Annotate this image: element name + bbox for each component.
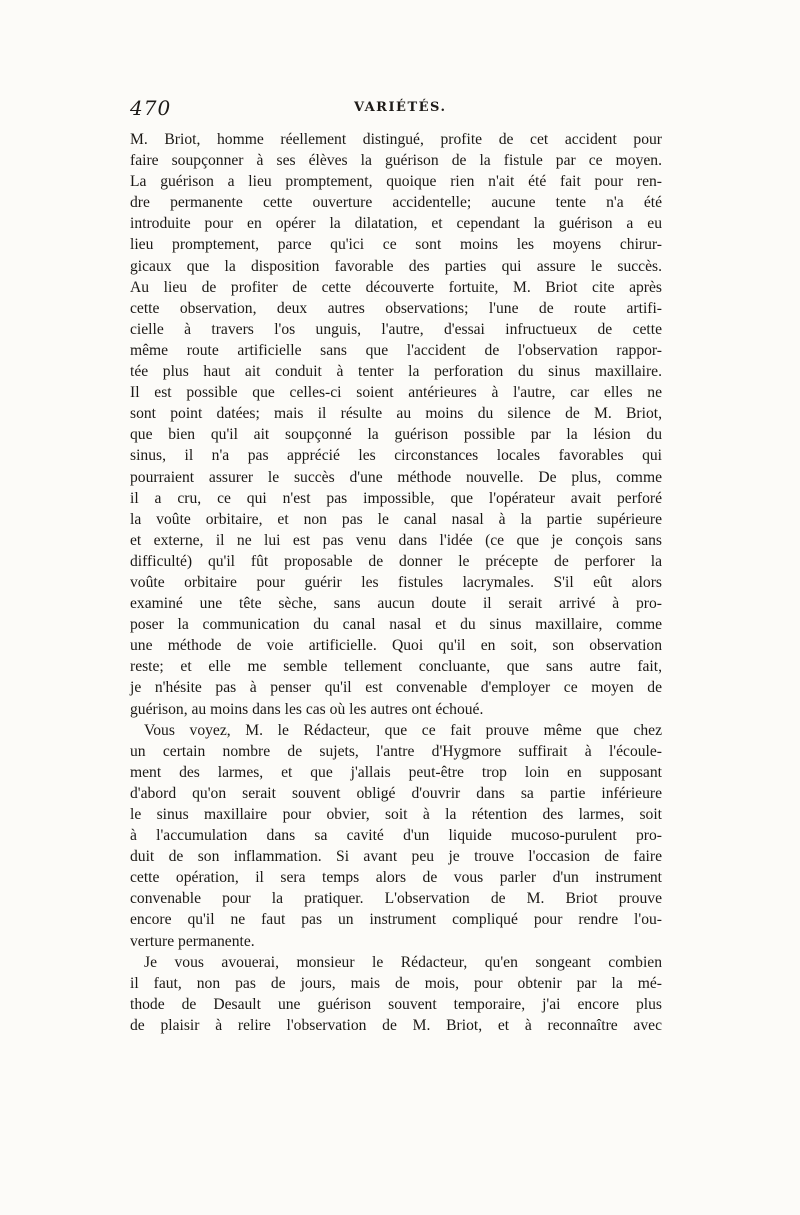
text-line: convenable pour la pratiquer. L'observation de M. Briot prouve <box>130 890 662 908</box>
text-line: examiné une tête sèche, sans aucun doute il serait arrivé à pro- <box>130 595 662 613</box>
text-line: reste; et elle me semble tellement concluante, que sans autre fait, <box>130 658 662 676</box>
text-line: dre permanente cette ouverture accidentelle; aucune tente n'a été <box>130 194 662 212</box>
text-line: je n'hésite pas à penser qu'il est convenable d'employer ce moyen de <box>130 679 662 697</box>
text-line: difficulté) qu'il fût proposable de donner le précepte de perforer la <box>130 552 662 570</box>
text-line: introduite pour en opérer la dilatation, et cependant la guérison a eu <box>130 215 662 233</box>
text-line: gicaux que la disposition favorable des parties qui assure le succès. <box>130 257 662 275</box>
text-line: Il est possible que celles-ci soient antérieures à l'autre, car elles ne <box>130 384 662 402</box>
text-line: thode de Desault une guérison souvent temporaire, j'ai encore plus <box>130 995 662 1013</box>
text-line: ment des larmes, et que j'allais peut-être trop loin en supposant <box>130 763 662 781</box>
text-line: verture permanente. <box>130 932 255 950</box>
text-line: la voûte orbitaire, et non pas le canal nasal à la partie supérieure <box>130 510 662 528</box>
text-line: que bien qu'il ait soupçonné la guérison possible par la lésion du <box>130 426 662 444</box>
text-line: cielle à travers l'os unguis, l'autre, d'essai infructueux de cette <box>130 320 662 338</box>
text-line: il a cru, ce qui n'est pas impossible, que l'opérateur avait perforé <box>130 489 662 507</box>
text-line: à l'accumulation dans sa cavité d'un liquide mucoso-purulent pro- <box>130 827 662 845</box>
text-line: une méthode de voie artificielle. Quoi qu'il en soit, son observation <box>130 637 662 655</box>
text-line: le sinus maxillaire pour obvier, soit à la rétention des larmes, soit <box>130 806 662 823</box>
text-line: Vous voyez, M. le Rédacteur, que ce fait prouve même que chez <box>144 721 662 739</box>
text-line: il faut, non pas de jours, mais de mois, pour obtenir par la mé- <box>130 974 662 992</box>
text-line: cette opération, il sera temps alors de vous parler d'un instrument <box>130 869 662 887</box>
text-line: La guérison a lieu promptement, quoique rien n'ait été fait pour ren- <box>130 173 662 191</box>
text-line: pourraient assurer le succès d'une méthode nouvelle. De plus, comme <box>130 468 662 486</box>
text-line: un certain nombre de sujets, l'antre d'Hygmore suffirait à l'écoule- <box>130 742 662 760</box>
running-title: VARIÉTÉS. <box>354 100 447 115</box>
text-line: cette observation, deux autres observations; l'une de route artifi- <box>130 299 662 317</box>
text-line: sinus, il n'a pas apprécié les circonstances locales favorables qui <box>130 447 662 465</box>
text-line: poser la communication du canal nasal et du sinus maxillaire, comme <box>130 616 662 634</box>
text-line: tée plus haut ait conduit à tenter la perforation du sinus maxillaire. <box>130 363 662 381</box>
text-line: Je vous avouerai, monsieur le Rédacteur, qu'en songeant combien <box>144 953 662 971</box>
page-header <box>130 96 662 126</box>
text-line: et externe, il ne lui est pas venu dans l'idée (ce que je conçois sans <box>130 531 662 549</box>
text-line: lieu promptement, parce qu'ici ce sont moins les moyens chirur- <box>130 236 662 254</box>
text-line: guérison, au moins dans les cas où les autres ont échoué. <box>130 700 484 718</box>
text-line: faire soupçonner à ses élèves la guérison de la fistule par ce moyen. <box>130 152 662 170</box>
page-number: 470 <box>130 96 172 120</box>
text-line: d'abord qu'on serait souvent obligé d'ouvrir dans sa partie inférieure <box>130 784 662 802</box>
body-text <box>130 129 662 1036</box>
text-line: duit de son inflammation. Si avant peu je trouve l'occasion de faire <box>130 848 662 866</box>
text-line: sont point datées; mais il résulte au moins du silence de M. Briot, <box>130 405 662 423</box>
text-line: voûte orbitaire pour guérir les fistules lacrymales. S'il eût alors <box>130 573 662 591</box>
text-line: Au lieu de profiter de cette découverte fortuite, M. Briot cite après <box>130 278 662 296</box>
text-line: même route artificielle sans que l'accident de l'observation rappor- <box>130 341 662 359</box>
text-line: encore qu'il ne faut pas un instrument compliqué pour rendre l'ou- <box>130 911 662 929</box>
text-line: de plaisir à relire l'observation de M. Briot, et à reconnaître avec <box>130 1016 662 1034</box>
text-line: M. Briot, homme réellement distingué, profite de cet accident pour <box>130 131 662 148</box>
